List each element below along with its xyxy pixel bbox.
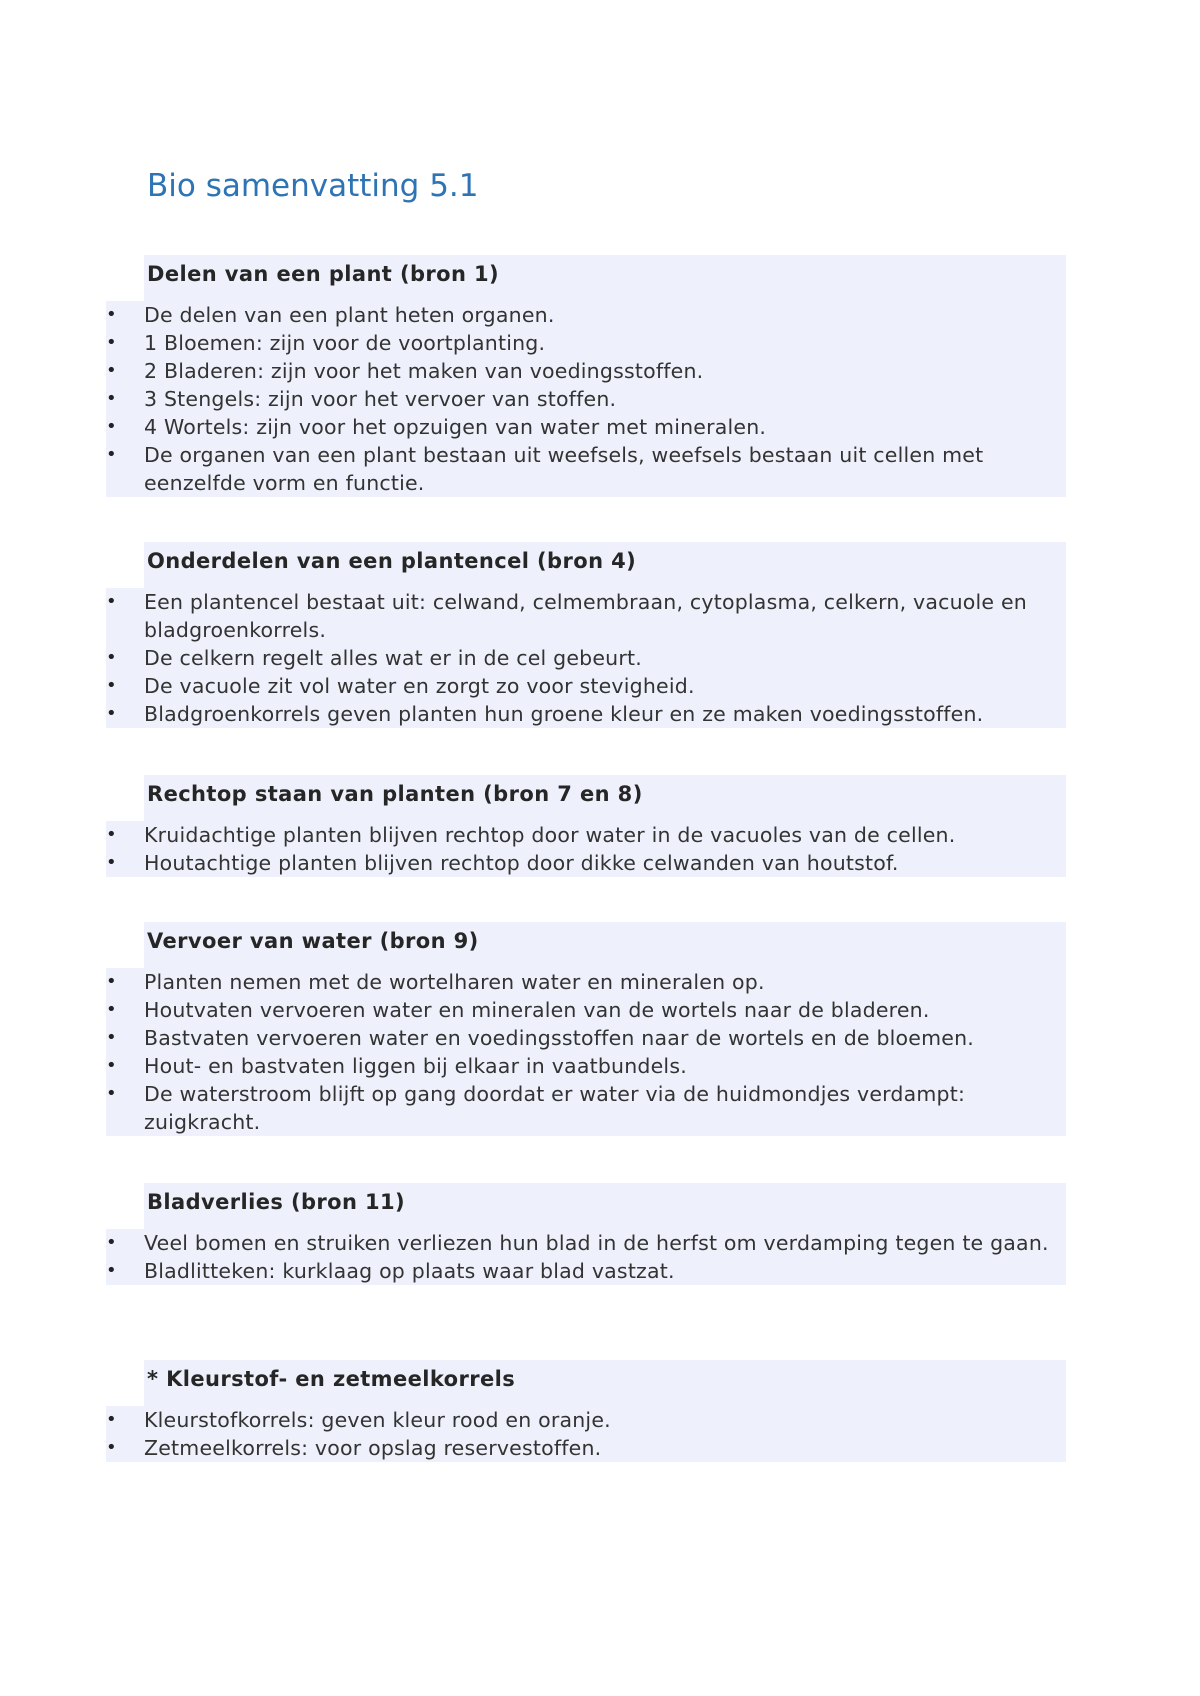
bullet-icon: • (106, 1232, 117, 1253)
bullet-icon: • (106, 388, 117, 409)
bullet-icon: • (106, 360, 117, 381)
bullet-icon: • (106, 852, 117, 873)
list-item: • 1 Bloemen: zijn voor de voortplanting. (106, 329, 1066, 357)
bullet-list (106, 1229, 1066, 1285)
section-heading: Rechtop staan van planten (bron 7 en 8) (144, 775, 1066, 813)
bullet-icon: • (106, 1027, 117, 1048)
list-item: • Hout- en bastvaten liggen bij elkaar in vaatbundels. (106, 1052, 1066, 1080)
section-heading: Delen van een plant (bron 1) (144, 255, 1066, 293)
list-item: • Bastvaten vervoeren water en voedingsstoffen naar de wortels en de bloemen. (106, 1024, 1066, 1052)
list-item: • De delen van een plant heten organen. (106, 301, 1066, 329)
list-item: • Bladgroenkorrels geven planten hun groene kleur en ze maken voedingsstoffen. (106, 700, 1066, 728)
bullet-icon: • (106, 304, 117, 325)
list-item: • 3 Stengels: zijn voor het vervoer van stoffen. (106, 385, 1066, 413)
section-heading: * Kleurstof- en zetmeelkorrels (144, 1360, 1066, 1398)
bullet-list (106, 301, 1066, 497)
list-item: • Houtvaten vervoeren water en mineralen van de wortels naar de bladeren. (106, 996, 1066, 1024)
list-item: • Kruidachtige planten blijven rechtop door water in de vacuoles van de cellen. (106, 821, 1066, 849)
section-bladverlies (106, 1183, 1066, 1285)
bullet-icon: • (106, 416, 117, 437)
section-kleurstof-zetmeelkorrels (106, 1360, 1066, 1462)
list-item: • Kleurstofkorrels: geven kleur rood en oranje. (106, 1406, 1066, 1434)
bullet-list (106, 968, 1066, 1136)
bullet-icon: • (106, 332, 117, 353)
list-item: • De celkern regelt alles wat er in de cel gebeurt. (106, 644, 1066, 672)
bullet-icon: • (106, 999, 117, 1020)
bullet-list (106, 821, 1066, 877)
bullet-list (106, 588, 1066, 728)
section-rechtop-staan (106, 775, 1066, 877)
bullet-icon: • (106, 1409, 117, 1430)
list-item: • Planten nemen met de wortelharen water en mineralen op. (106, 968, 1066, 996)
list-item: • Een plantencel bestaat uit: celwand, celmembraan, cytoplasma, celkern, vacuole en bladgroenkorrels. (106, 588, 1066, 644)
document-title: Bio samenvatting 5.1 (147, 168, 479, 204)
section-delen-van-een-plant (106, 255, 1066, 497)
bullet-icon: • (106, 1083, 117, 1104)
list-item: • 4 Wortels: zijn voor het opzuigen van water met mineralen. (106, 413, 1066, 441)
list-item: • De vacuole zit vol water en zorgt zo voor stevigheid. (106, 672, 1066, 700)
list-item: • Bladlitteken: kurklaag op plaats waar blad vastzat. (106, 1257, 1066, 1285)
bullet-icon: • (106, 647, 117, 668)
bullet-icon: • (106, 1260, 117, 1281)
bullet-icon: • (106, 1437, 117, 1458)
list-item: • De waterstroom blijft op gang doordat er water via de huidmondjes verdampt: zuigkracht. (106, 1080, 1066, 1136)
list-item: • De organen van een plant bestaan uit weefsels, weefsels bestaan uit cellen met eenzelfde vorm en functie. (106, 441, 1066, 497)
bullet-icon: • (106, 591, 117, 612)
section-vervoer-van-water (106, 922, 1066, 1136)
section-heading: Onderdelen van een plantencel (bron 4) (144, 542, 1066, 580)
section-heading: Vervoer van water (bron 9) (144, 922, 1066, 960)
section-heading: Bladverlies (bron 11) (144, 1183, 1066, 1221)
bullet-list (106, 1406, 1066, 1462)
list-item: • Houtachtige planten blijven rechtop door dikke celwanden van houtstof. (106, 849, 1066, 877)
bullet-icon: • (106, 703, 117, 724)
section-onderdelen-plantencel (106, 542, 1066, 728)
list-item: • 2 Bladeren: zijn voor het maken van voedingsstoffen. (106, 357, 1066, 385)
list-item: • Veel bomen en struiken verliezen hun blad in de herfst om verdamping tegen te gaan. (106, 1229, 1066, 1257)
bullet-icon: • (106, 675, 117, 696)
bullet-icon: • (106, 971, 117, 992)
list-item: • Zetmeelkorrels: voor opslag reservestoffen. (106, 1434, 1066, 1462)
bullet-icon: • (106, 824, 117, 845)
bullet-icon: • (106, 1055, 117, 1076)
bullet-icon: • (106, 444, 117, 465)
